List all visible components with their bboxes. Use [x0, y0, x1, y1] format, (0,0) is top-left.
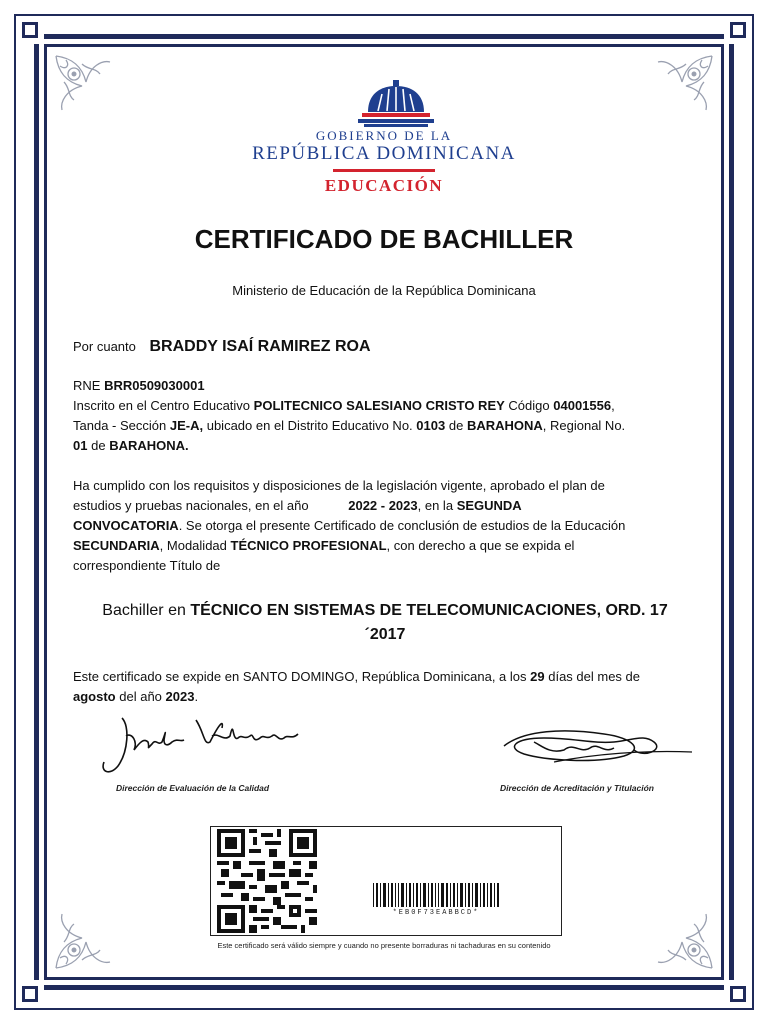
inscrito-text-2: Código	[508, 398, 550, 413]
academic-year: 2022 - 2023	[348, 498, 418, 513]
bachiller-title-line-1: TÉCNICO EN SISTEMAS DE TELECOMUNICACIONES, ORD. 17	[190, 602, 668, 619]
top-border-bar	[44, 34, 724, 39]
city-value: BARAHONA	[466, 418, 543, 433]
inscrito-text-7: , Regional No.	[542, 418, 626, 433]
corner-square-top-right	[730, 22, 746, 38]
bachiller-label: Bachiller en	[102, 602, 186, 619]
barcode-icon	[371, 883, 501, 907]
cumplido-text-1: Ha cumplido con los requisitos y disposiciones de la legislación vigente, aprobado el plan de	[73, 478, 605, 493]
regional-value: 01	[73, 438, 88, 453]
expide-text-4: .	[194, 689, 199, 704]
gov-line-3: EDUCACIÓN	[324, 176, 444, 195]
inscrito-text-5: ubicado en el Distrito Educativo No.	[206, 418, 413, 433]
modality: TÉCNICO PROFESIONAL	[230, 538, 387, 553]
certificate-title: CERTIFICADO DE BACHILLER	[194, 224, 574, 254]
inscrito-text-4: Tanda - Sección	[73, 418, 167, 433]
gov-line-1: GOBIERNO DE LA	[315, 128, 453, 143]
corner-square-bottom-left	[22, 986, 38, 1002]
ornament-top-left-icon	[52, 52, 114, 114]
corner-square-bottom-right	[730, 986, 746, 1002]
district-value: 0103	[416, 418, 446, 433]
cumplido-text-7: correspondiente Título de	[73, 558, 221, 573]
cumplido-paragraph	[73, 476, 695, 576]
education-level: SECUNDARIA	[73, 538, 160, 553]
rne-value: BRR0509030001	[104, 378, 205, 393]
inscrito-text-1: Inscrito en el Centro Educativo	[73, 398, 251, 413]
school-code: 04001556	[553, 398, 612, 413]
bottom-border-bar	[44, 985, 724, 990]
ministry-line: Ministerio de Educación de la República Dominicana	[232, 283, 536, 298]
bachiller-title-line-2: ´2017	[364, 626, 406, 643]
barcode-text: *EB0F73EABBCD*	[392, 909, 480, 917]
expide-text-3: del año	[119, 689, 162, 704]
cumplido-text-2: estudios y pruebas nacionales, en el año	[73, 498, 309, 513]
right-signature-label: Dirección de Acreditación y Titulación	[500, 783, 654, 793]
expide-text-1: Este certificado se expide en SANTO DOMINGO, República Dominicana, a los	[73, 669, 527, 684]
student-name: BRADDY ISAÍ RAMIREZ ROA	[149, 338, 371, 355]
inscrito-text-3: ,	[611, 398, 615, 413]
left-signature-label: Dirección de Evaluación de la Calidad	[116, 783, 270, 793]
region-value: BARAHONA.	[109, 438, 189, 453]
por-cuanto-line	[73, 337, 695, 357]
rne-label: RNE	[73, 378, 101, 393]
verification-box	[210, 826, 562, 936]
corner-square-top-left	[22, 22, 38, 38]
logo-red-divider	[333, 169, 435, 172]
cumplido-text-6: , con derecho a que se expida el	[386, 538, 575, 553]
por-cuanto-label: Por cuanto	[73, 339, 136, 354]
expide-month: agosto	[73, 689, 116, 704]
right-signature-icon	[494, 720, 694, 772]
expide-year: 2023	[165, 689, 195, 704]
inscrito-text-8: de	[91, 438, 106, 453]
qr-code-icon	[217, 829, 317, 933]
validity-footnote: Este certificado será válido siempre y cuando no presente borraduras ni tachaduras en su contenido	[217, 941, 551, 950]
bachiller-title	[85, 599, 685, 647]
cumplido-text-4: . Se otorga el presente Certificado de conclusión de estudios de la Educación	[178, 518, 626, 533]
inscrito-text-6: de	[448, 418, 464, 433]
expide-text-2: días del mes de	[548, 669, 641, 684]
left-signature-icon	[92, 712, 312, 782]
ornament-top-right-icon	[654, 52, 716, 114]
cumplido-text-3: , en la	[417, 498, 454, 513]
section-value: JE-A,	[169, 418, 204, 433]
convocatoria-2: CONVOCATORIA	[73, 518, 179, 533]
inscrito-paragraph	[73, 376, 695, 456]
expide-paragraph	[73, 667, 695, 707]
government-dome-logo-icon	[358, 80, 434, 128]
cumplido-text-5: , Modalidad	[159, 538, 227, 553]
expide-day: 29	[530, 669, 545, 684]
school-name: POLITECNICO SALESIANO CRISTO REY	[253, 398, 505, 413]
gov-line-2: REPÚBLICA DOMINICANA	[252, 143, 516, 164]
convocatoria-1: SEGUNDA	[456, 498, 522, 513]
